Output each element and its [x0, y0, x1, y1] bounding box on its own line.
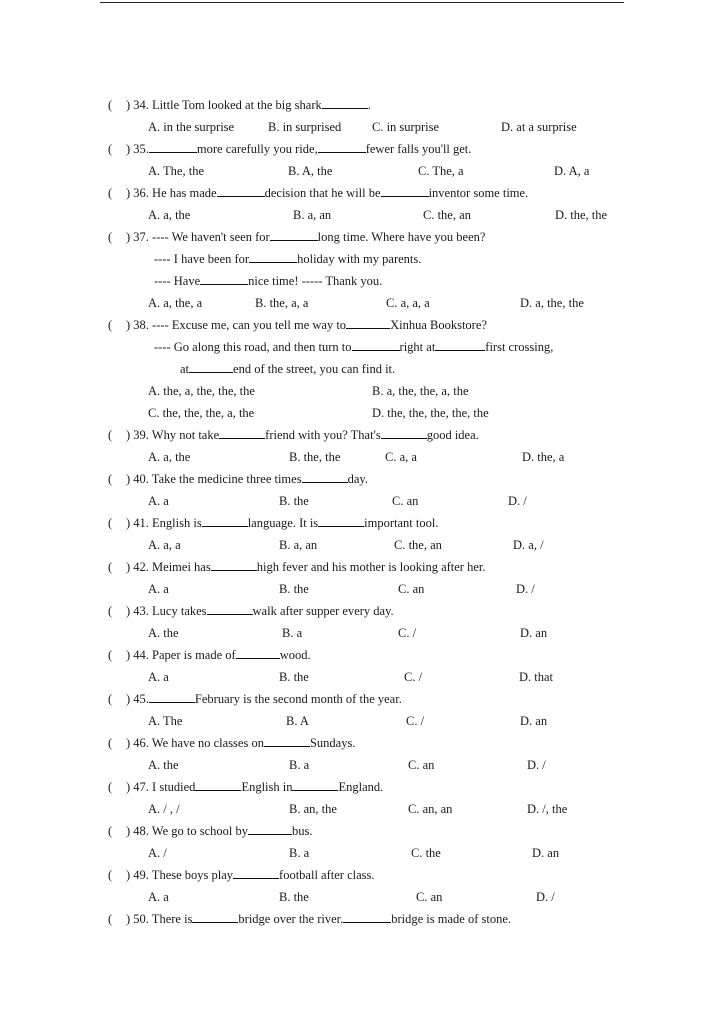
question-34: ( ) 34. Little Tom looked at the big shark .: [108, 98, 371, 112]
option-a[interactable]: A. the, a, the, the, the: [148, 384, 255, 398]
option-c[interactable]: C. the, the, the, a, the: [148, 406, 255, 420]
option-a[interactable]: A. a: [148, 890, 169, 904]
option-a[interactable]: A. a: [148, 494, 169, 508]
option-b[interactable]: B. a, an: [293, 208, 332, 222]
question-40: ( ) 40. Take the medicine three times day.: [108, 472, 368, 486]
answer-blank[interactable]: [149, 140, 197, 153]
option-d[interactable]: D. /: [536, 890, 555, 904]
question-38-line-3: at end of the street, you can find it.: [180, 362, 396, 376]
option-d[interactable]: D. /: [527, 758, 546, 772]
option-b[interactable]: B. in surprised: [268, 120, 342, 134]
question-35: ( ) 35. more carefully you ride, fewer falls you'll get.: [108, 142, 472, 156]
question-36: ( ) 36. He has made decision that he will be inventor some time.: [108, 186, 529, 200]
option-b[interactable]: B. the: [279, 670, 309, 684]
answer-blank[interactable]: [249, 250, 297, 263]
option-c[interactable]: C. an: [392, 494, 419, 508]
option-d[interactable]: D. /, the: [527, 802, 568, 816]
question-50: ( ) 50. There is bridge over the river. bridge is made of stone.: [108, 912, 512, 926]
option-a[interactable]: A. a: [148, 670, 169, 684]
answer-blank[interactable]: [200, 272, 248, 285]
answer-blank[interactable]: [149, 690, 195, 703]
option-b[interactable]: B. A, the: [288, 164, 333, 178]
answer-blank[interactable]: [195, 778, 241, 791]
option-a[interactable]: A. a: [148, 582, 169, 596]
question-42: ( ) 42. Meimei has high fever and his mother is looking after her.: [108, 560, 486, 574]
option-d[interactable]: D. a, the, the: [520, 296, 584, 310]
answer-blank[interactable]: [352, 338, 400, 351]
answer-blank[interactable]: [318, 140, 366, 153]
option-c[interactable]: C. the, an: [394, 538, 442, 552]
answer-blank[interactable]: [435, 338, 485, 351]
option-c[interactable]: C. the: [411, 846, 441, 860]
option-a[interactable]: A. the: [148, 626, 179, 640]
answer-blank[interactable]: [270, 228, 318, 241]
option-b[interactable]: B. A: [286, 714, 309, 728]
option-c[interactable]: C. /: [406, 714, 425, 728]
answer-blank[interactable]: [381, 426, 427, 439]
question-38: ( ) 38. ---- Excuse me, can you tell me way to Xinhua Bookstore?: [108, 318, 487, 332]
question-39: ( ) 39. Why not take friend with you? That's good idea.: [108, 428, 479, 442]
option-d[interactable]: D. the, the, the, the, the: [372, 406, 489, 420]
answer-blank[interactable]: [207, 602, 253, 615]
option-b[interactable]: B. the, the: [289, 450, 341, 464]
answer-blank[interactable]: [219, 426, 265, 439]
option-a[interactable]: A. The: [148, 714, 183, 728]
answer-blank[interactable]: [302, 470, 348, 483]
question-37-line-3: ---- Have nice time! ----- Thank you.: [154, 274, 383, 288]
option-a[interactable]: A. a, the: [148, 450, 191, 464]
option-a[interactable]: A. a, the: [148, 208, 191, 222]
answer-blank[interactable]: [217, 184, 265, 197]
answer-blank[interactable]: [189, 360, 233, 373]
answer-blank[interactable]: [318, 514, 364, 527]
option-c[interactable]: C. The, a: [418, 164, 464, 178]
question-49: ( ) 49. These boys play football after class.: [108, 868, 375, 882]
answer-blank[interactable]: [202, 514, 248, 527]
top-rule: [100, 2, 624, 3]
option-c[interactable]: C. an, an: [408, 802, 453, 816]
option-d[interactable]: D. /: [508, 494, 527, 508]
question-38-line-2: ---- Go along this road, and then turn to right at first crossing,: [154, 340, 554, 354]
answer-blank[interactable]: [211, 558, 257, 571]
option-c[interactable]: C. in surprise: [372, 120, 440, 134]
option-c[interactable]: C. an: [398, 582, 425, 596]
option-d[interactable]: D. that: [519, 670, 554, 684]
option-b[interactable]: B. a, the, the, a, the: [372, 384, 469, 398]
answer-blank[interactable]: [346, 316, 390, 329]
answer-blank[interactable]: [292, 778, 338, 791]
answer-blank[interactable]: [381, 184, 429, 197]
option-c[interactable]: C. /: [398, 626, 417, 640]
option-b[interactable]: B. the: [279, 582, 309, 596]
question-46: ( ) 46. We have no classes on Sundays.: [108, 736, 356, 750]
option-c[interactable]: C. an: [416, 890, 443, 904]
option-a[interactable]: A. the: [148, 758, 179, 772]
answer-blank[interactable]: [192, 910, 238, 923]
option-b[interactable]: B. the: [279, 890, 309, 904]
option-d[interactable]: D. a, /: [513, 538, 544, 552]
question-37-line-2: ---- I have been for holiday with my parents.: [154, 252, 422, 266]
option-a[interactable]: A. a, the, a: [148, 296, 203, 310]
option-b[interactable]: B. an, the: [289, 802, 337, 816]
option-b[interactable]: B. a: [289, 758, 310, 772]
question-43: ( ) 43. Lucy takes walk after supper every day.: [108, 604, 394, 618]
answer-blank[interactable]: [264, 734, 310, 747]
question-47: ( ) 47. I studied English in England.: [108, 780, 384, 794]
option-d[interactable]: D. the, a: [522, 450, 565, 464]
option-d[interactable]: D. A, a: [554, 164, 590, 178]
question-45: ( ) 45. February is the second month of the year.: [108, 692, 402, 706]
option-a[interactable]: A. /: [148, 846, 167, 860]
option-a[interactable]: A. in the surprise: [148, 120, 235, 134]
question-37: ( ) 37. ---- We haven't seen for long time. Where have you been?: [108, 230, 486, 244]
question-44: ( ) 44. Paper is made of wood.: [108, 648, 311, 662]
option-d[interactable]: D. at a surprise: [501, 120, 577, 134]
option-c[interactable]: C. an: [408, 758, 435, 772]
option-b[interactable]: B. the: [279, 494, 309, 508]
option-c[interactable]: C. the, an: [423, 208, 471, 222]
option-b[interactable]: B. a: [282, 626, 303, 640]
option-d[interactable]: D. /: [516, 582, 535, 596]
question-41: ( ) 41. English is language. It is important tool.: [108, 516, 439, 530]
answer-blank[interactable]: [233, 866, 279, 879]
question-48: ( ) 48. We go to school by bus.: [108, 824, 313, 838]
option-c[interactable]: C. a, a, a: [386, 296, 430, 310]
option-d[interactable]: D. an: [532, 846, 560, 860]
option-a[interactable]: A. The, the: [148, 164, 205, 178]
answer-blank[interactable]: [236, 646, 280, 659]
option-d[interactable]: D. the, the: [555, 208, 608, 222]
option-d[interactable]: D. an: [520, 714, 548, 728]
answer-blank[interactable]: [343, 910, 391, 923]
option-c[interactable]: C. a, a: [385, 450, 417, 464]
option-b[interactable]: B. a, an: [279, 538, 318, 552]
option-b[interactable]: B. a: [289, 846, 310, 860]
option-d[interactable]: D. an: [520, 626, 548, 640]
option-a[interactable]: A. / , /: [148, 802, 180, 816]
answer-blank[interactable]: [322, 96, 368, 109]
option-a[interactable]: A. a, a: [148, 538, 181, 552]
answer-blank[interactable]: [248, 822, 292, 835]
option-b[interactable]: B. the, a, a: [255, 296, 309, 310]
option-c[interactable]: C. /: [404, 670, 423, 684]
